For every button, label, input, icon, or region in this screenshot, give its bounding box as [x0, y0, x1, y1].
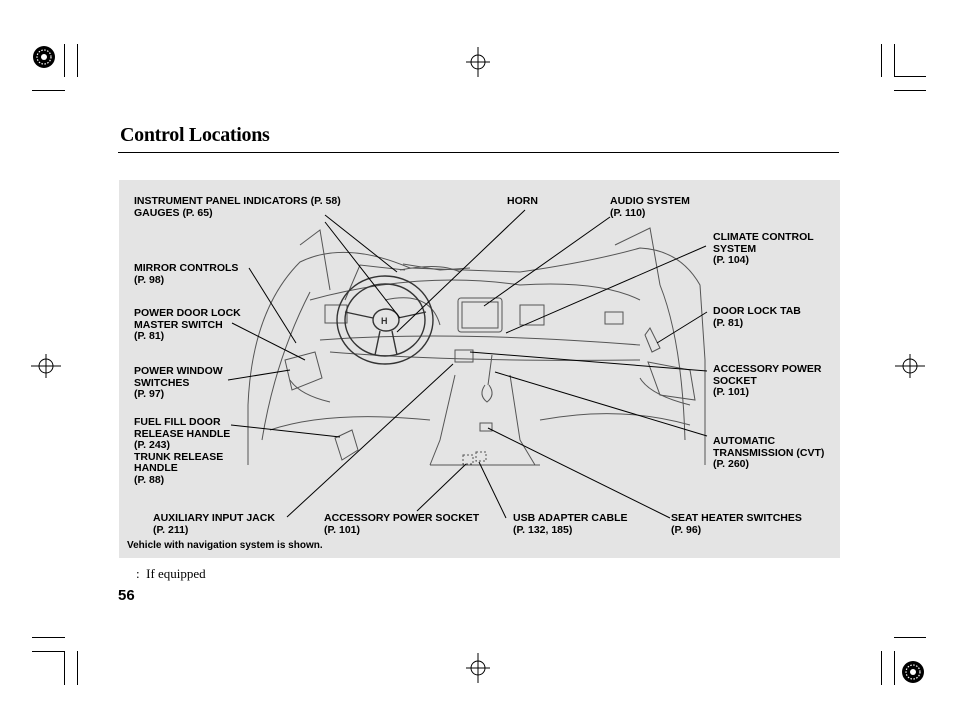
callout-page-ref: (P. 97)	[134, 388, 165, 400]
callout-page-ref: (P. 260)	[713, 458, 749, 470]
callout-label: CLIMATE CONTROL	[713, 231, 814, 243]
callout-power-window	[134, 366, 223, 401]
leader-lines	[228, 210, 707, 518]
callout-label: MIRROR CONTROLS	[134, 262, 239, 274]
callout-mirror-controls	[134, 263, 238, 286]
callout-auxiliary-input-jack	[153, 513, 275, 536]
callout-page-ref: (P. 132, 185)	[513, 523, 573, 536]
callout-accessory-power-socket-bottom	[324, 513, 479, 536]
callout-label: HANDLE	[134, 462, 178, 474]
callout-power-door-lock	[134, 308, 241, 343]
callout-label: POWER DOOR LOCK	[134, 307, 241, 319]
callout-page-ref: (P. 211)	[153, 523, 189, 536]
callout-label: AUTOMATIC	[713, 435, 776, 447]
page-number: 56	[118, 587, 135, 604]
callout-page-ref: (P. 58)	[310, 195, 341, 207]
footnote-if-equipped: : If equipped	[136, 566, 206, 581]
callout-page-ref: (P. 243)	[134, 439, 170, 451]
callout-label: TRANSMISSION (CVT)	[713, 446, 825, 459]
callout-label: FUEL FILL DOOR	[134, 416, 221, 428]
callout-page-ref: (P. 81)	[713, 316, 744, 329]
callout-label: SEAT HEATER SWITCHES	[671, 512, 802, 524]
callout-page-ref: (P. 98)	[134, 273, 165, 286]
callout-door-lock-tab	[713, 306, 801, 329]
callout-page-ref: (P. 101)	[324, 523, 360, 536]
callout-label: POWER WINDOW	[134, 365, 223, 377]
callout-label: USB ADAPTER CABLE	[513, 512, 628, 524]
callout-fuel-fill-door	[134, 417, 230, 486]
callout-page-ref: (P. 81)	[134, 330, 165, 342]
callout-seat-heater-switches	[671, 513, 802, 536]
callout-climate-control	[713, 232, 814, 267]
callout-label: RELEASE HANDLE	[134, 427, 231, 440]
svg-text:H: H	[381, 316, 388, 326]
callout-label: INSTRUMENT PANEL INDICATORS	[134, 195, 308, 207]
callout-label: SYSTEM	[713, 242, 757, 255]
callout-label: SOCKET	[713, 374, 757, 387]
callout-page-ref: (P. 96)	[671, 523, 702, 536]
callout-label: HORN	[507, 195, 538, 207]
callout-page-ref: (P. 110)	[610, 206, 646, 219]
callout-instrument-panel	[134, 196, 341, 219]
callout-label: GAUGES	[134, 206, 180, 219]
steering-wheel	[337, 276, 433, 364]
callout-page-ref: (P. 65)	[182, 206, 213, 219]
callout-label: AUXILIARY INPUT JACK	[153, 512, 275, 524]
callout-page-ref: (P. 101)	[713, 386, 749, 398]
callout-page-ref: (P. 88)	[134, 473, 165, 486]
callout-automatic-transmission	[713, 436, 824, 471]
callout-label: ACCESSORY POWER	[713, 363, 822, 375]
callout-label: DOOR LOCK TAB	[713, 305, 801, 317]
callout-label: AUDIO SYSTEM	[610, 195, 690, 207]
callout-label: ACCESSORY POWER SOCKET	[324, 512, 480, 524]
illustration-caption: Vehicle with navigation system is shown.	[127, 540, 323, 551]
callout-audio-system	[610, 196, 690, 219]
callout-horn	[507, 196, 538, 208]
callout-accessory-power-socket-right	[713, 364, 822, 399]
callout-usb-adapter-cable	[513, 513, 628, 536]
callout-page-ref: (P. 104)	[713, 254, 749, 266]
callout-label: TRUNK RELEASE	[134, 450, 224, 463]
page-title: Control Locations	[120, 124, 270, 146]
callout-label: MASTER SWITCH	[134, 318, 223, 331]
callout-label: SWITCHES	[134, 376, 190, 389]
